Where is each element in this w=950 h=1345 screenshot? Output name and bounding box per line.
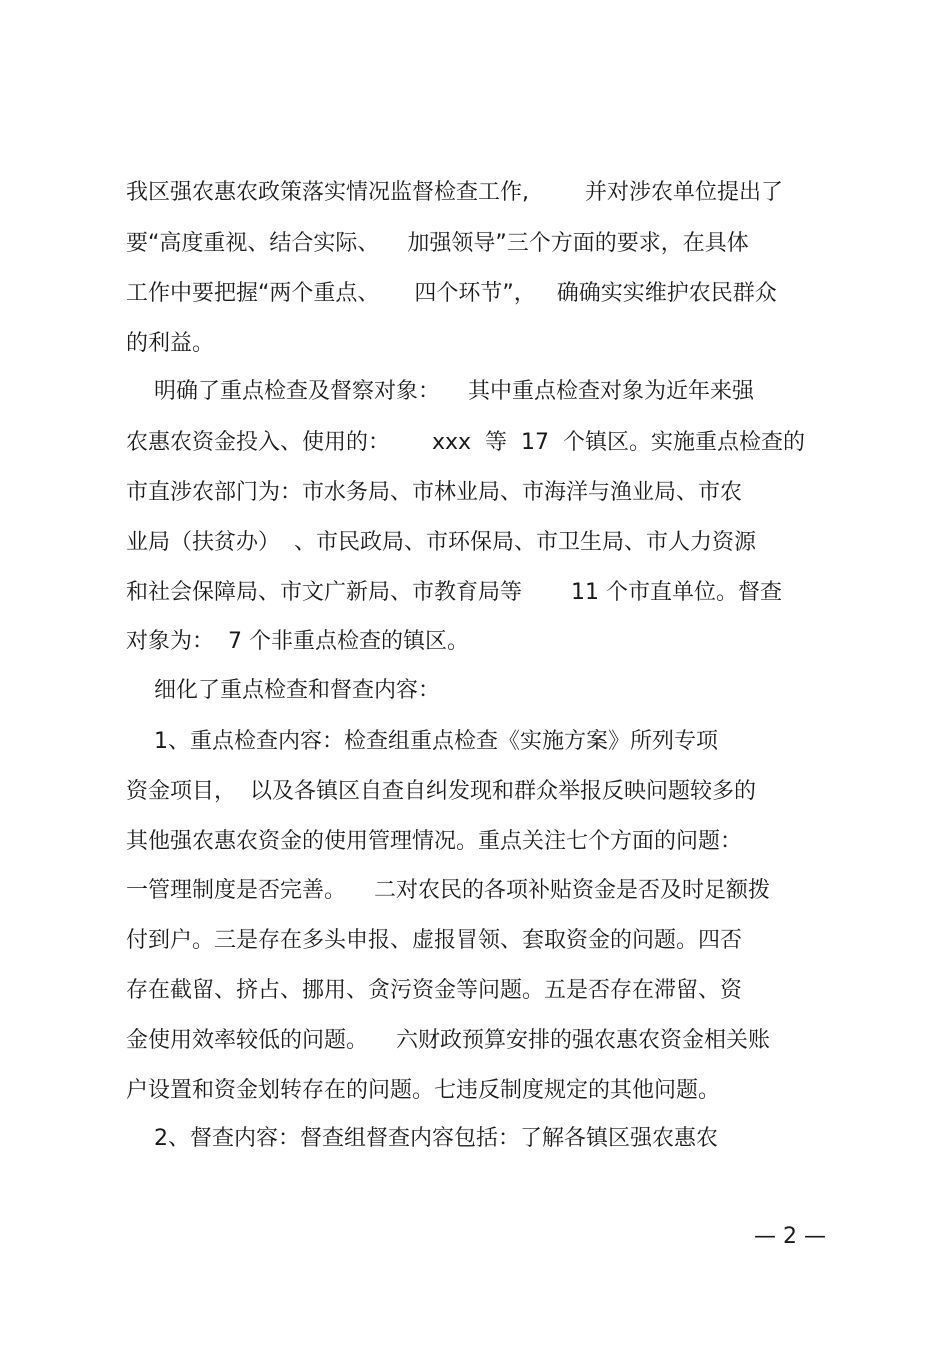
text-line: 工作中要把握“两个重点、 四个环节”， 确确实实维护农民群众 — [126, 281, 777, 306]
text-line: 业局（扶贫办） 、市民政局、市环保局、市卫生局、市人力资源 — [126, 530, 756, 555]
text-line: 明确了重点检查及督察对象： 其中重点检查对象为近年来强 — [126, 379, 754, 404]
text-line: 其他强农惠农资金的使用管理情况。重点关注七个方面的问题： — [126, 829, 743, 854]
text-line: 1、重点检查内容：检查组重点检查《实施方案》所列专项 — [126, 729, 718, 754]
text-line: 市直涉农部门为：市水务局、市林业局、市海洋与渔业局、市农 — [126, 480, 743, 505]
text-line: 存在截留、挤占、挪用、贪污资金等问题。五是否存在滞留、资 — [126, 978, 743, 1003]
text-line: 2、督查内容：督查组督查内容包括：了解各镇区强农惠农 — [126, 1126, 718, 1151]
text-line: 资金项目， 以及各镇区自查自纠发现和群众举报反映问题较多的 — [126, 779, 756, 804]
text-line: 户设置和资金划转存在的问题。七违反制度规定的其他问题。 — [126, 1078, 721, 1103]
text-line: 一管理制度是否完善。 二对农民的各项补贴资金是否及时足额拨 — [126, 878, 770, 903]
text-line: 对象为： 7 个非重点检查的镇区。 — [126, 629, 469, 654]
text-line: 要“高度重视、结合实际、 加强领导”三个方面的要求，在具体 — [126, 231, 749, 256]
text-line: 细化了重点检查和督查内容： — [126, 678, 440, 703]
text-line: 金使用效率较低的问题。 六财政预算安排的强农惠农资金相关账 — [126, 1028, 770, 1053]
text-line: 的利益。 — [126, 331, 215, 356]
text-line: 付到户。三是存在多头申报、虚报冒领、套取资金的问题。四否 — [126, 928, 743, 953]
page-number: — 2 — — [754, 1224, 826, 1249]
text-line: 和社会保障局、市文广新局、市教育局等 11 个市直单位。督查 — [126, 580, 782, 605]
text-line: 农惠农资金投入、使用的： xxx 等 17 个镇区。实施重点检查的 — [126, 430, 805, 455]
text-line: 我区强农惠农政策落实情况监督检查工作, 并对涉农单位提出了 — [126, 180, 783, 205]
